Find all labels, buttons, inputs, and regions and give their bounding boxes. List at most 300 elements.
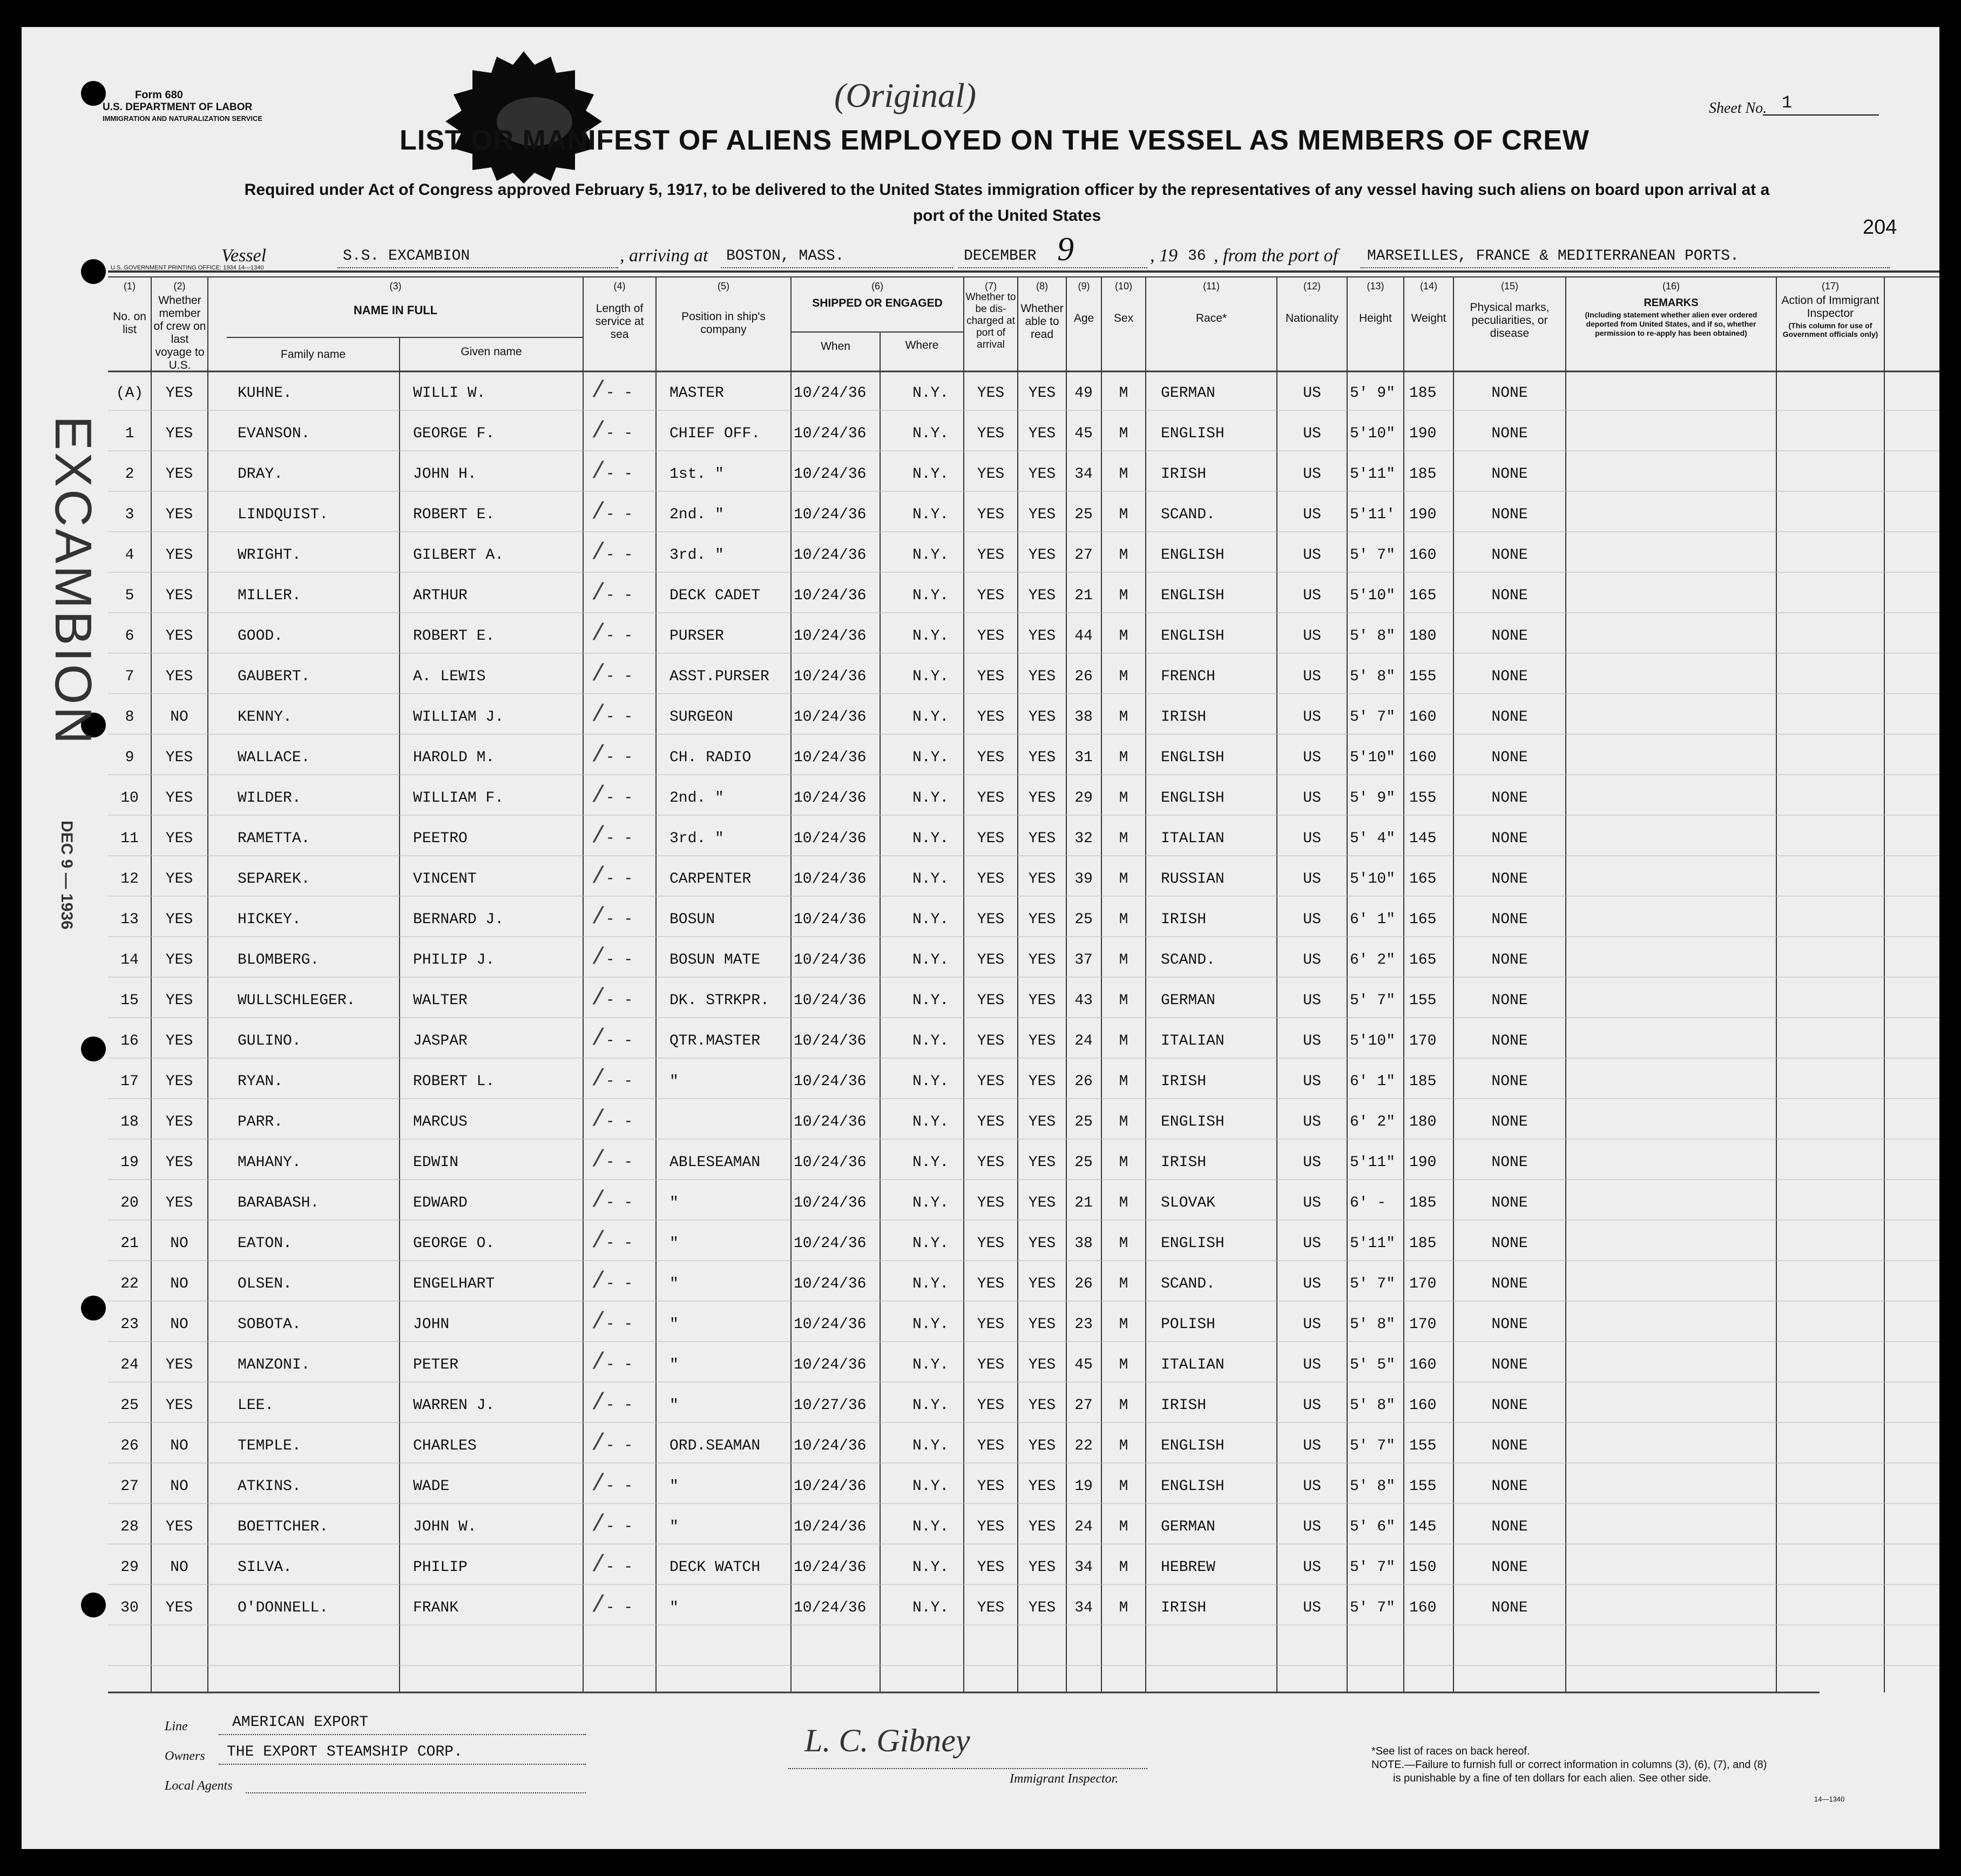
cell-weight: 190 (1409, 425, 1437, 442)
cell-position: " (670, 1357, 679, 1373)
cell-height: 5' 7" (1350, 1600, 1396, 1616)
cell-shipped-where: N.Y. (912, 1276, 949, 1292)
cell-age: 43 (1074, 992, 1093, 1009)
cell-height: 5' 7" (1350, 1559, 1396, 1576)
cell-able-to-read: YES (1028, 952, 1056, 969)
cell-age: 23 (1074, 1316, 1093, 1333)
cell-length-of-service: - - (605, 506, 633, 523)
cell-nationality: US (1303, 1438, 1321, 1454)
cell-shipped-where: N.Y. (912, 1195, 949, 1211)
cell-race: SCAND. (1161, 1276, 1215, 1292)
cell-last-voyage: YES (165, 466, 193, 483)
cell-position: " (670, 1235, 679, 1252)
cell-nationality: US (1303, 628, 1321, 645)
cell-shipped-when: 10/24/36 (794, 1357, 867, 1373)
cell-height: 6' 1" (1350, 911, 1396, 928)
month-value: DECEMBER (964, 248, 1037, 265)
check-slash-icon: / (591, 944, 606, 971)
cell-nationality: US (1303, 1397, 1321, 1414)
cell-discharged: YES (977, 1195, 1005, 1211)
cell-sex: M (1119, 587, 1128, 604)
cell-discharged: YES (977, 1519, 1005, 1535)
cell-height: 5' 8" (1350, 1478, 1396, 1495)
table-row (22, 1509, 1939, 1547)
cell-family-name: MAHANY. (238, 1154, 301, 1171)
cell-last-voyage: YES (165, 1114, 193, 1130)
cell-position: " (670, 1600, 679, 1616)
cell-length-of-service: - - (605, 425, 633, 442)
cell-shipped-when: 10/24/36 (794, 385, 867, 402)
cell-row-number: 19 (120, 1154, 139, 1171)
cell-shipped-where: N.Y. (912, 1397, 949, 1414)
cell-family-name: WILDER. (238, 790, 301, 807)
cell-last-voyage: YES (165, 506, 193, 523)
check-slash-icon: / (591, 1592, 606, 1619)
cell-row-number: 12 (120, 871, 139, 888)
cell-height: 5'11' (1350, 506, 1396, 523)
cell-given-name: A. LEWIS (413, 668, 486, 685)
cell-row-number: 17 (120, 1073, 139, 1090)
cell-row-number: 22 (120, 1276, 139, 1292)
cell-sex: M (1119, 668, 1128, 685)
cell-able-to-read: YES (1028, 1316, 1056, 1333)
cell-nationality: US (1303, 709, 1321, 726)
cell-sex: M (1119, 1073, 1128, 1090)
col-number-12: (12) (1303, 281, 1321, 292)
cell-given-name: WILLIAM J. (413, 709, 504, 726)
cell-last-voyage: NO (170, 1316, 188, 1333)
cell-weight: 180 (1409, 628, 1437, 645)
cell-discharged: YES (977, 1276, 1005, 1292)
cell-row-number: 4 (125, 547, 134, 564)
cell-length-of-service: - - (605, 992, 633, 1009)
cell-row-number: 27 (120, 1478, 139, 1495)
cell-able-to-read: YES (1028, 1195, 1056, 1211)
cell-discharged: YES (977, 506, 1005, 523)
cell-age: 39 (1074, 871, 1093, 888)
cell-given-name: CHARLES (413, 1438, 477, 1454)
cell-shipped-where: N.Y. (912, 506, 949, 523)
department-label: U.S. DEPARTMENT OF LABOR (103, 101, 253, 113)
cell-nationality: US (1303, 1033, 1321, 1049)
header-able-read: Whether able to read (1020, 302, 1064, 341)
cell-nationality: US (1303, 790, 1321, 807)
header-nationality: Nationality (1285, 312, 1339, 324)
cell-age: 38 (1074, 1235, 1093, 1252)
cell-nationality: US (1303, 1559, 1321, 1576)
cell-race: GERMAN (1161, 385, 1215, 402)
line-value: AMERICAN EXPORT (232, 1714, 369, 1731)
printing-office-line: U.S. GOVERNMENT PRINTING OFFICE: 1934 14—1340 (111, 265, 264, 271)
cell-family-name: WRIGHT. (238, 547, 301, 564)
cell-age: 32 (1074, 830, 1093, 847)
cell-able-to-read: YES (1028, 1600, 1056, 1616)
cell-height: 5' 8" (1350, 668, 1396, 685)
cell-discharged: YES (977, 1316, 1005, 1333)
header-discharged: Whether to be dis-charged at port of arrival (965, 292, 1016, 350)
cell-weight: 155 (1409, 668, 1437, 685)
cell-shipped-when: 10/24/36 (794, 1276, 867, 1292)
cell-physical-marks: NONE (1491, 1397, 1528, 1414)
cell-race: ENGLISH (1161, 1478, 1225, 1495)
cell-weight: 170 (1409, 1033, 1437, 1049)
cell-shipped-when: 10/24/36 (794, 668, 867, 685)
cell-age: 38 (1074, 709, 1093, 726)
cell-sex: M (1119, 425, 1128, 442)
cell-row-number: 25 (120, 1397, 139, 1414)
cell-age: 22 (1074, 1438, 1093, 1454)
cell-height: 5'10" (1350, 587, 1396, 604)
port-label: , from the port of (1214, 246, 1338, 266)
cell-sex: M (1119, 1600, 1128, 1616)
cell-able-to-read: YES (1028, 790, 1056, 807)
cell-height: 5' 5" (1350, 1357, 1396, 1373)
cell-discharged: YES (977, 1073, 1005, 1090)
cell-given-name: HAROLD M. (413, 749, 495, 766)
cell-length-of-service: - - (605, 1519, 633, 1535)
cell-physical-marks: NONE (1491, 1559, 1528, 1576)
cell-last-voyage: NO (170, 709, 188, 726)
cell-family-name: SILVA. (238, 1559, 292, 1576)
cell-able-to-read: YES (1028, 1276, 1056, 1292)
cell-physical-marks: NONE (1491, 1033, 1528, 1049)
table-row (22, 1306, 1939, 1344)
cell-last-voyage: NO (170, 1559, 188, 1576)
bureau-label: IMMIGRATION AND NATURALIZATION SERVICE (103, 114, 263, 123)
cell-sex: M (1119, 1154, 1128, 1171)
cell-length-of-service: - - (605, 587, 633, 604)
sheet-number-label: Sheet No. (1709, 100, 1767, 117)
cell-age: 45 (1074, 425, 1093, 442)
cell-row-number: 10 (120, 790, 139, 807)
cell-row-number: 13 (120, 911, 139, 928)
cell-last-voyage: YES (165, 1195, 193, 1211)
cell-family-name: MILLER. (238, 587, 301, 604)
table-row (22, 497, 1939, 534)
cell-race: POLISH (1161, 1316, 1215, 1333)
header-last-voyage: Whether member of crew on last voyage to U.S. (153, 294, 206, 371)
cell-row-number: 11 (120, 830, 139, 847)
cell-weight: 185 (1409, 385, 1437, 402)
check-slash-icon: / (591, 863, 606, 890)
header-height: Height (1359, 312, 1392, 324)
cell-given-name: PHILIP J. (413, 952, 495, 969)
table-row (22, 375, 1939, 413)
cell-length-of-service: - - (605, 1195, 633, 1211)
check-slash-icon: / (591, 1309, 606, 1336)
cell-given-name: PHILIP (413, 1559, 468, 1576)
penalty-note-1: NOTE.—Failure to furnish full or correct information in columns (3), (6), (7), and (8) (1371, 1759, 1767, 1771)
check-slash-icon: / (591, 985, 606, 1012)
cell-length-of-service: - - (605, 1357, 633, 1373)
cell-race: ENGLISH (1161, 790, 1225, 807)
cell-race: RUSSIAN (1161, 871, 1225, 888)
cell-weight: 160 (1409, 1357, 1437, 1373)
table-row (22, 1225, 1939, 1263)
cell-position: DECK CADET (670, 587, 761, 604)
cell-last-voyage: YES (165, 911, 193, 928)
cell-nationality: US (1303, 587, 1321, 604)
cell-row-number: 5 (125, 587, 134, 604)
cell-age: 29 (1074, 790, 1093, 807)
cell-able-to-read: YES (1028, 871, 1056, 888)
cell-race: SCAND. (1161, 952, 1215, 969)
cell-age: 24 (1074, 1519, 1093, 1535)
cell-nationality: US (1303, 425, 1321, 442)
cell-height: 5' 9" (1350, 790, 1396, 807)
cell-shipped-where: N.Y. (912, 425, 949, 442)
cell-last-voyage: YES (165, 1357, 193, 1373)
cell-discharged: YES (977, 587, 1005, 604)
cell-able-to-read: YES (1028, 992, 1056, 1009)
cell-physical-marks: NONE (1491, 1478, 1528, 1495)
year-prefix: , 19 (1150, 246, 1178, 266)
cell-position: CARPENTER (670, 871, 752, 888)
cell-last-voyage: YES (165, 790, 193, 807)
header-action-note: (This column for use of Government officials only) (1782, 321, 1878, 338)
cell-last-voyage: NO (170, 1276, 188, 1292)
cell-shipped-when: 10/24/36 (794, 1316, 867, 1333)
cell-physical-marks: NONE (1491, 952, 1528, 969)
cell-shipped-where: N.Y. (912, 1073, 949, 1090)
cell-family-name: BLOMBERG. (238, 952, 320, 969)
col-number-11: (11) (1203, 281, 1220, 292)
cell-weight: 165 (1409, 952, 1437, 969)
cell-discharged: YES (977, 466, 1005, 483)
cell-shipped-when: 10/24/36 (794, 1033, 867, 1049)
cell-family-name: RAMETTA. (238, 830, 310, 847)
cell-row-number: 1 (125, 425, 134, 442)
table-row (22, 740, 1939, 777)
check-slash-icon: / (591, 1268, 606, 1295)
cell-shipped-when: 10/24/36 (794, 871, 867, 888)
cell-sex: M (1119, 992, 1128, 1009)
cell-physical-marks: NONE (1491, 1154, 1528, 1171)
cell-row-number: 21 (120, 1235, 139, 1252)
table-row (22, 618, 1939, 656)
cell-family-name: SOBOTA. (238, 1316, 301, 1333)
header-race: Race* (1195, 312, 1227, 324)
cell-last-voyage: YES (165, 385, 193, 402)
side-stamp-vessel: EXCAMBION (44, 416, 102, 747)
table-row (22, 1144, 1939, 1182)
cell-race: IRISH (1161, 1073, 1207, 1090)
cell-position: " (670, 1316, 679, 1333)
cell-physical-marks: NONE (1491, 628, 1528, 645)
cell-row-number: 30 (120, 1600, 139, 1616)
check-slash-icon: / (591, 1390, 606, 1417)
cell-physical-marks: NONE (1491, 1438, 1528, 1454)
table-row (22, 1468, 1939, 1506)
cell-given-name: ROBERT E. (413, 628, 495, 645)
vessel-value: S.S. EXCAMBION (343, 248, 470, 265)
cell-sex: M (1119, 1478, 1128, 1495)
cell-family-name: KENNY. (238, 709, 292, 726)
check-slash-icon: / (591, 620, 606, 647)
cell-sex: M (1119, 1559, 1128, 1576)
cell-position: BOSUN (670, 911, 715, 928)
cell-length-of-service: - - (605, 547, 633, 564)
cell-nationality: US (1303, 466, 1321, 483)
cell-race: FRENCH (1161, 668, 1215, 685)
cell-discharged: YES (977, 1033, 1005, 1049)
cell-nationality: US (1303, 1114, 1321, 1130)
check-slash-icon: / (591, 1552, 606, 1579)
cell-weight: 185 (1409, 466, 1437, 483)
cell-family-name: SEPAREK. (238, 871, 310, 888)
cell-shipped-where: N.Y. (912, 709, 949, 726)
col-number-6: (6) (871, 281, 883, 292)
cell-weight: 160 (1409, 1600, 1437, 1616)
cell-family-name: LEE. (238, 1397, 274, 1414)
race-note: *See list of races on back hereof. (1371, 1745, 1530, 1757)
cell-family-name: O'DONNELL. (238, 1600, 329, 1616)
cell-given-name: JOHN (413, 1316, 450, 1333)
check-slash-icon: / (591, 823, 606, 850)
cell-length-of-service: - - (605, 709, 633, 726)
cell-age: 26 (1074, 1276, 1093, 1292)
cell-row-number: 15 (120, 992, 139, 1009)
cell-sex: M (1119, 1033, 1128, 1049)
cell-physical-marks: NONE (1491, 587, 1528, 604)
cell-shipped-where: N.Y. (912, 1316, 949, 1333)
cell-discharged: YES (977, 425, 1005, 442)
cell-discharged: YES (977, 547, 1005, 564)
cell-sex: M (1119, 830, 1128, 847)
cell-physical-marks: NONE (1491, 1276, 1528, 1292)
cell-able-to-read: YES (1028, 385, 1056, 402)
cell-position: 1st. " (670, 466, 724, 483)
cell-discharged: YES (977, 1600, 1005, 1616)
cell-row-number: 3 (125, 506, 134, 523)
cell-weight: 170 (1409, 1316, 1437, 1333)
cell-physical-marks: NONE (1491, 871, 1528, 888)
cell-length-of-service: - - (605, 790, 633, 807)
cell-row-number: 9 (125, 749, 134, 766)
col-number-13: (13) (1367, 281, 1384, 292)
header-shipped-engaged: SHIPPED OR ENGAGED (812, 297, 943, 309)
table-row (22, 780, 1939, 818)
cell-race: GERMAN (1161, 1519, 1215, 1535)
cell-race: GERMAN (1161, 992, 1215, 1009)
cell-family-name: MANZONI. (238, 1357, 310, 1373)
cell-given-name: MARCUS (413, 1114, 468, 1130)
cell-physical-marks: NONE (1491, 466, 1528, 483)
cell-position: " (670, 1478, 679, 1495)
cell-race: HEBREW (1161, 1559, 1215, 1576)
cell-discharged: YES (977, 385, 1005, 402)
cell-weight: 145 (1409, 830, 1437, 847)
cell-nationality: US (1303, 992, 1321, 1009)
cell-shipped-where: N.Y. (912, 1478, 949, 1495)
cell-shipped-when: 10/24/36 (794, 911, 867, 928)
check-slash-icon: / (591, 1025, 606, 1052)
cell-able-to-read: YES (1028, 1235, 1056, 1252)
cell-given-name: JOHN H. (413, 466, 477, 483)
cell-sex: M (1119, 1195, 1128, 1211)
cell-height: 6' 2" (1350, 1114, 1396, 1130)
cell-height: 5'10" (1350, 749, 1396, 766)
cell-family-name: LINDQUIST. (238, 506, 329, 523)
line-label: Line (165, 1719, 188, 1733)
cell-given-name: EDWARD (413, 1195, 468, 1211)
cell-discharged: YES (977, 952, 1005, 969)
cell-nationality: US (1303, 1600, 1321, 1616)
cell-position: ORD.SEAMAN (670, 1438, 761, 1454)
cell-height: 5'11" (1350, 1154, 1396, 1171)
cell-able-to-read: YES (1028, 1114, 1056, 1130)
cell-nationality: US (1303, 385, 1321, 402)
cell-length-of-service: - - (605, 1438, 633, 1454)
col-number-14: (14) (1419, 281, 1437, 292)
cell-position: ABLESEAMAN (670, 1154, 761, 1171)
cell-shipped-where: N.Y. (912, 1519, 949, 1535)
cell-shipped-when: 10/24/36 (794, 547, 867, 564)
header-weight: Weight (1411, 312, 1446, 324)
check-slash-icon: / (591, 418, 606, 445)
cell-race: ITALIAN (1161, 1357, 1225, 1373)
cell-length-of-service: - - (605, 385, 633, 402)
cell-given-name: WADE (413, 1478, 450, 1495)
cell-physical-marks: NONE (1491, 749, 1528, 766)
cell-weight: 165 (1409, 871, 1437, 888)
cell-last-voyage: YES (165, 1397, 193, 1414)
cell-physical-marks: NONE (1491, 709, 1528, 726)
cell-physical-marks: NONE (1491, 911, 1528, 928)
cell-height: 5' 8" (1350, 1316, 1396, 1333)
cell-given-name: GILBERT A. (413, 547, 504, 564)
cell-weight: 190 (1409, 1154, 1437, 1171)
arriving-label: , arriving at (620, 246, 708, 266)
cell-position: CHIEF OFF. (670, 425, 761, 442)
cell-able-to-read: YES (1028, 668, 1056, 685)
cell-family-name: BOETTCHER. (238, 1519, 329, 1535)
cell-age: 26 (1074, 1073, 1093, 1090)
cell-nationality: US (1303, 952, 1321, 969)
cell-shipped-when: 10/24/36 (794, 1478, 867, 1495)
cell-physical-marks: NONE (1491, 1195, 1528, 1211)
cell-position: 2nd. " (670, 790, 724, 807)
cell-shipped-when: 10/24/36 (794, 1195, 867, 1211)
cell-length-of-service: - - (605, 1600, 633, 1616)
check-slash-icon: / (591, 580, 606, 607)
cell-given-name: WALTER (413, 992, 468, 1009)
cell-height: 5' 7" (1350, 547, 1396, 564)
cell-row-number: 23 (120, 1316, 139, 1333)
cell-able-to-read: YES (1028, 1559, 1056, 1576)
cell-race: ENGLISH (1161, 749, 1225, 766)
cell-physical-marks: NONE (1491, 506, 1528, 523)
cell-shipped-when: 10/24/36 (794, 1559, 867, 1576)
cell-sex: M (1119, 466, 1128, 483)
local-agents-label: Local Agents (165, 1779, 233, 1793)
cell-length-of-service: - - (605, 668, 633, 685)
cell-last-voyage: NO (170, 1235, 188, 1252)
cell-length-of-service: - - (605, 749, 633, 766)
table-row (22, 537, 1939, 575)
table-row (22, 942, 1939, 980)
cell-family-name: EVANSON. (238, 425, 310, 442)
cell-length-of-service: - - (605, 871, 633, 888)
port-value: MARSEILLES, FRANCE & MEDITERRANEAN PORTS. (1367, 248, 1739, 265)
cell-given-name: BERNARD J. (413, 911, 504, 928)
cell-family-name: BARABASH. (238, 1195, 320, 1211)
cell-discharged: YES (977, 1397, 1005, 1414)
cell-row-number: (A) (116, 385, 144, 402)
cell-shipped-when: 10/24/36 (794, 709, 867, 726)
cell-able-to-read: YES (1028, 1154, 1056, 1171)
cell-row-number: 14 (120, 952, 139, 969)
